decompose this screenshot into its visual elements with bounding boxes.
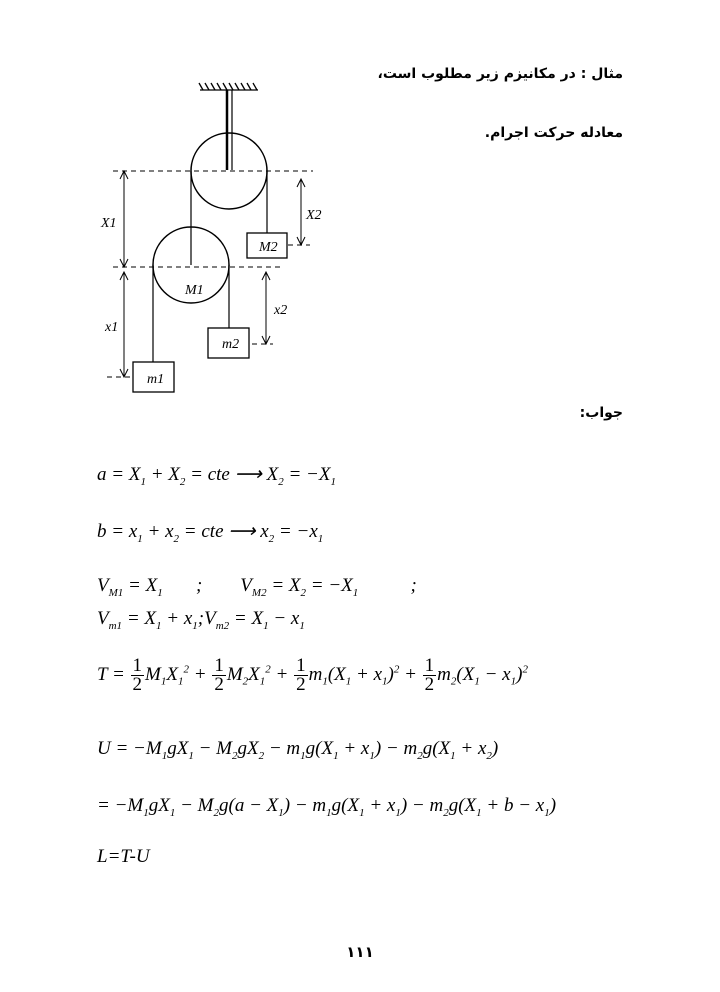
page-number: ۱۱۱ — [346, 943, 374, 961]
label-m1: m1 — [147, 372, 165, 387]
equation-potential-energy-1: $U = -M_1gX_1 - M_2gX_2 - m_1g(X_1 + x_1) - m_2g(X_1 + x_2)$ — [97, 738, 499, 762]
label-X1: X1 — [101, 216, 117, 231]
equation-a: $a = X_1 + X_2$ = cte ⟶ $X_2 = -X_1$ — [97, 464, 336, 488]
equation-lagrangian: L=T-U — [97, 846, 150, 867]
label-X2: X2 — [306, 208, 322, 223]
pulley-diagram — [95, 78, 335, 398]
ceiling-support — [199, 83, 258, 170]
equation-velocities-2: $V_{m1} = X_1$ + $x_1;V_{m2} = X_1 - x_1$ — [97, 608, 305, 632]
equation-velocities-1: $V_{M1} = X_1$ ; $V_{M2} = X_2 = -X_1$ ; — [97, 575, 417, 599]
label-M1: M1 — [185, 283, 204, 298]
label-x1: x1 — [105, 320, 119, 335]
label-M2: M2 — [259, 240, 278, 255]
label-m2: m2 — [222, 337, 240, 352]
equation-kinetic-energy: T = $\frac{1}{2}$ $M_1X_1^2$ + $\frac{1}{2}$ $M_2X_1^2$ + $\frac{1}{2}$ $m_1(X_1 + x_1)^2$ + $\frac{1}{2}$ $m_2(X_1 - x_1)^2$ — [97, 655, 528, 695]
answer-label: جواب: — [579, 405, 623, 421]
equation-b: $b = x_1 + x_2$ = cte ⟶ $x_2 = -x_1$ — [97, 521, 324, 545]
heading-line-1: مثال : در مکانیزم زیر مطلوب است، — [377, 66, 623, 82]
equation-potential-energy-2: = $-M_1gX_1 - M_2g(a - X_1) - m_1g(X_1 + x_1) - m_2g(X_1 + b - x_1)$ — [97, 795, 557, 819]
heading-line-2: معادله حرکت اجرام. — [484, 125, 623, 141]
label-x2: x2 — [274, 303, 288, 318]
fixed-pulley — [191, 133, 267, 209]
